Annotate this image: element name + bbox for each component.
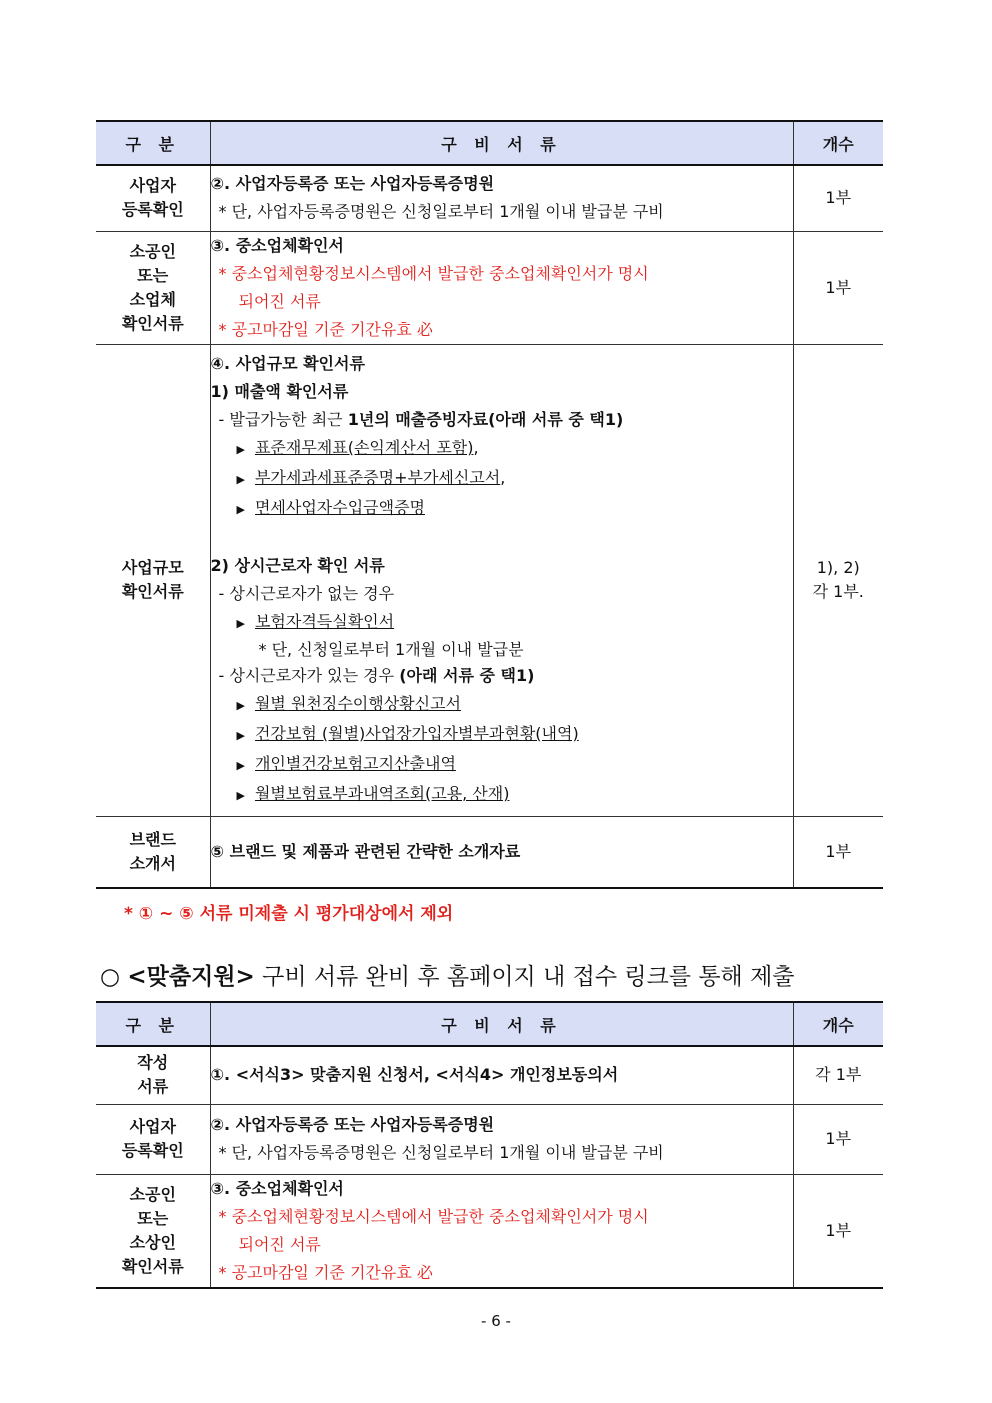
triangle-bullet-icon: ▶ bbox=[236, 759, 245, 772]
section-heading bbox=[100, 958, 795, 991]
category-line: 사업규모 bbox=[121, 558, 184, 577]
row-count: 1부 bbox=[793, 165, 883, 231]
row-count: 1부 bbox=[793, 1104, 883, 1174]
category-line: 또는 bbox=[137, 265, 169, 285]
doc-item: 부가세과세표준증명+부가세신고서 bbox=[254, 468, 501, 487]
triangle-bullet-icon: ▶ bbox=[236, 473, 245, 486]
required-documents-table-1 bbox=[96, 120, 883, 889]
doc-item: 보험자격득실확인서 bbox=[254, 612, 395, 631]
doc-item: 개인별건강보험고지산출내역 bbox=[254, 754, 456, 773]
circle-bullet-icon: ○ bbox=[100, 964, 121, 990]
row-category bbox=[96, 1174, 210, 1288]
required-documents-table-2 bbox=[96, 1001, 883, 1289]
list-item bbox=[211, 690, 793, 720]
desc-text: - 상시근로자가 있는 경우 bbox=[218, 666, 395, 685]
doc-desc bbox=[211, 406, 793, 434]
category-line: 소공인 bbox=[129, 1184, 176, 1204]
category-line: 브랜드 bbox=[129, 829, 176, 849]
doc-red-note: * 중소업체현황정보시스템에서 발급한 중소업체확인서가 명시 bbox=[218, 1206, 649, 1226]
list-item bbox=[211, 464, 793, 494]
row-count: 1부 bbox=[793, 1174, 883, 1288]
table-row bbox=[96, 344, 883, 816]
doc-red-note: * 중소업체현황정보시스템에서 발급한 중소업체확인서가 명시 bbox=[218, 263, 649, 283]
list-item bbox=[211, 494, 793, 524]
header-category: 구 분 bbox=[96, 121, 210, 165]
doc-item: 면세사업자수입금액증명 bbox=[254, 498, 425, 517]
doc-note: * 단, 사업자등록증명원은 신청일로부터 1개월 이내 발급분 구비 bbox=[218, 202, 664, 222]
list-item bbox=[211, 780, 793, 810]
header-documents: 구 비 서 류 bbox=[210, 121, 793, 165]
category-line: 소공인 bbox=[129, 241, 176, 261]
row-documents bbox=[210, 1174, 793, 1288]
category-line: 작성 bbox=[137, 1053, 169, 1073]
header-category: 구 분 bbox=[96, 1002, 210, 1046]
list-item bbox=[211, 750, 793, 780]
category-line: 확인서류 bbox=[121, 1256, 184, 1276]
category-line: 사업자 bbox=[129, 176, 176, 196]
row-count: 각 1부 bbox=[793, 1046, 883, 1104]
triangle-bullet-icon: ▶ bbox=[236, 443, 245, 456]
doc-red-note-cont: 되어진 서류 bbox=[238, 291, 321, 311]
category-line: 사업자 bbox=[129, 1117, 176, 1136]
table-header-row bbox=[96, 1002, 883, 1046]
row-category bbox=[96, 231, 210, 344]
doc-subtitle: 1) 매출액 확인서류 bbox=[210, 382, 349, 401]
doc-title: ③. 중소업체확인서 bbox=[210, 235, 344, 255]
table-row bbox=[96, 1046, 883, 1104]
count-line: 1), 2) bbox=[816, 558, 860, 577]
row-category bbox=[96, 344, 210, 816]
page-number: - 6 - bbox=[481, 1312, 511, 1330]
row-category bbox=[96, 1104, 210, 1174]
doc-title: ②. 사업자등록증 또는 사업자등록증명원 bbox=[210, 1115, 495, 1134]
doc-note: * 단, 신청일로부터 1개월 이내 발급분 bbox=[258, 640, 524, 659]
table-row bbox=[96, 231, 883, 344]
row-documents bbox=[210, 816, 793, 888]
row-category bbox=[96, 165, 210, 231]
list-item bbox=[211, 434, 793, 464]
doc-title: ⑤ 브랜드 및 제품과 관련된 간략한 소개자료 bbox=[210, 841, 521, 861]
header-count: 개수 bbox=[793, 121, 883, 165]
doc-item-suffix: , bbox=[500, 468, 506, 487]
row-category bbox=[96, 1046, 210, 1104]
list-item bbox=[211, 720, 793, 750]
row-documents bbox=[210, 231, 793, 344]
triangle-bullet-icon: ▶ bbox=[236, 729, 245, 742]
count-line: 각 1부. bbox=[812, 582, 864, 601]
section-heading-bold: <맞춤지원> bbox=[127, 963, 255, 990]
doc-title: ③. 중소업체확인서 bbox=[210, 1178, 344, 1198]
header-documents: 구 비 서 류 bbox=[210, 1002, 793, 1046]
table-row bbox=[96, 1174, 883, 1288]
table-header-row bbox=[96, 121, 883, 165]
triangle-bullet-icon: ▶ bbox=[236, 617, 245, 630]
doc-item: 월별보험료부과내역조회(고용, 산재) bbox=[254, 784, 510, 803]
list-item bbox=[211, 608, 793, 638]
doc-note: * 단, 사업자등록증명원은 신청일로부터 1개월 이내 발급분 구비 bbox=[218, 1143, 664, 1162]
exclusion-note: * ① ~ ⑤ 서류 미제출 시 평가대상에서 제외 bbox=[124, 904, 454, 924]
triangle-bullet-icon: ▶ bbox=[236, 699, 245, 712]
doc-desc bbox=[211, 662, 793, 690]
triangle-bullet-icon: ▶ bbox=[236, 789, 245, 802]
category-line: 서류 bbox=[137, 1077, 169, 1097]
table-row bbox=[96, 1104, 883, 1174]
doc-item: 표준재무제표(손익계산서 포함) bbox=[254, 438, 474, 457]
doc-item: 월별 원천징수이행상황신고서 bbox=[254, 694, 461, 713]
doc-red-note: * 공고마감일 기준 기간유효 必 bbox=[218, 1262, 433, 1282]
row-count: 1부 bbox=[793, 231, 883, 344]
category-line: 소상인 bbox=[129, 1232, 176, 1252]
doc-red-note-cont: 되어진 서류 bbox=[238, 1234, 321, 1254]
category-line: 확인서류 bbox=[121, 582, 184, 601]
row-documents bbox=[210, 1104, 793, 1174]
doc-item: 건강보험 (월별)사업장가입자별부과현황(내역) bbox=[254, 724, 579, 743]
row-documents bbox=[210, 344, 793, 816]
table-row bbox=[96, 165, 883, 231]
doc-desc: - 상시근로자가 없는 경우 bbox=[218, 584, 395, 603]
doc-title: ④. 사업규모 확인서류 bbox=[210, 354, 365, 373]
desc-text: - 발급가능한 최근 bbox=[218, 410, 343, 429]
spacer bbox=[211, 524, 793, 552]
row-count bbox=[793, 344, 883, 816]
row-documents bbox=[210, 165, 793, 231]
doc-title: ②. 사업자등록증 또는 사업자등록증명원 bbox=[210, 174, 495, 194]
category-line: 등록확인 bbox=[121, 200, 184, 220]
header-count: 개수 bbox=[793, 1002, 883, 1046]
category-line: 소개서 bbox=[129, 853, 176, 873]
triangle-bullet-icon: ▶ bbox=[236, 503, 245, 516]
category-line: 등록확인 bbox=[121, 1141, 184, 1160]
doc-item-suffix: , bbox=[473, 438, 479, 457]
doc-red-note: * 공고마감일 기준 기간유효 必 bbox=[218, 319, 433, 339]
doc-title: ①. <서식3> 맞춤지원 신청서, <서식4> 개인정보동의서 bbox=[210, 1065, 619, 1085]
table-row bbox=[96, 816, 883, 888]
desc-text-bold: (아래 서류 중 택1) bbox=[399, 666, 535, 685]
category-line: 확인서류 bbox=[121, 313, 184, 333]
row-documents bbox=[210, 1046, 793, 1104]
doc-subtitle: 2) 상시근로자 확인 서류 bbox=[210, 556, 385, 575]
category-line: 또는 bbox=[137, 1208, 169, 1228]
section-heading-text: 구비 서류 완비 후 홈페이지 내 접수 링크를 통해 제출 bbox=[262, 964, 795, 990]
category-line: 소업체 bbox=[129, 289, 176, 309]
row-category bbox=[96, 816, 210, 888]
desc-text-bold: 1년의 매출증빙자료(아래 서류 중 택1) bbox=[347, 410, 624, 429]
row-count: 1부 bbox=[793, 816, 883, 888]
